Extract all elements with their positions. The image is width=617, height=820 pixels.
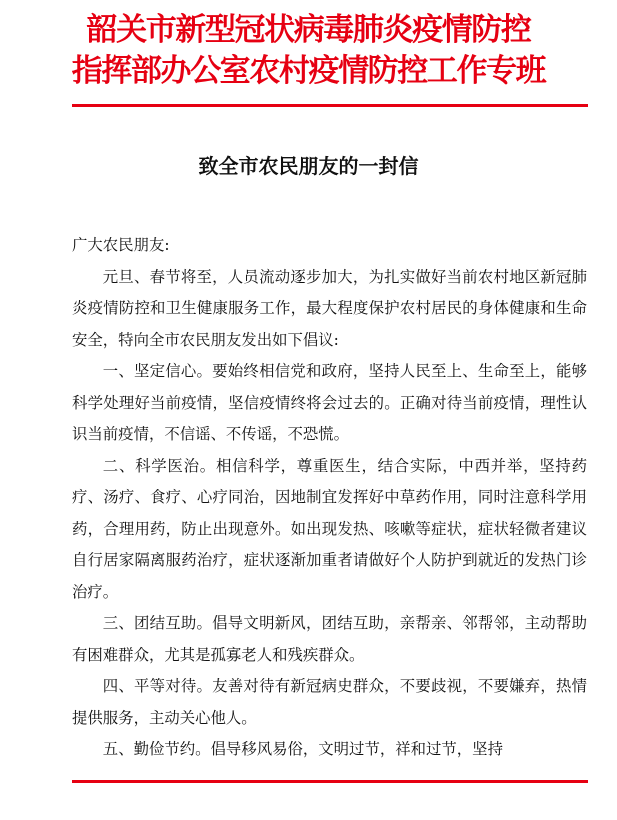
letter-body <box>72 230 587 766</box>
paragraph-frugality: 五、勤俭节约。倡导移风易俗，文明过节，祥和过节，坚持 <box>102 740 503 758</box>
letterhead <box>0 10 617 92</box>
letterhead-line-1: 韶关市新型冠状病毒肺炎疫情防控 <box>86 12 531 48</box>
paragraph-equal-treatment: 四、平等对待。友善对待有新冠病史群众，不要歧视，不要嫌弃，热情提供服务，主动关心他人。 <box>72 677 587 727</box>
letterhead-line-2: 指挥部办公室农村疫情防控工作专班 <box>71 53 546 89</box>
salutation: 广大农民朋友: <box>72 236 170 254</box>
paragraph-medical-treatment: 二、科学医治。相信科学，尊重医生，结合实际，中西并举，坚持药疗、汤疗、食疗、心疗同治，因地制宜发挥好中草药作用，同时注意科学用药，合理用药，防止出现意外。如出现发热、咳嗽等症状，症状轻微者建议自行居家隔离服药治疗，症状逐渐加重者请做好个人防护到就近的发热门诊治疗。 <box>72 456 587 601</box>
paragraph-intro: 元旦、春节将至，人员流动逐步加大，为扎实做好当前农村地区新冠肺炎疫情防控和卫生健康服务工作，最大程度保护农村居民的身体健康和生命安全，特向全市农民朋友发出如下倡议: <box>72 267 587 349</box>
document-title: 致全市农民朋友的一封信 <box>198 154 419 178</box>
paragraph-mutual-aid: 三、团结互助。倡导文明新风，团结互助，亲帮亲、邻帮邻，主动帮助有困难群众，尤其是孤寡老人和残疾群众。 <box>72 614 587 664</box>
paragraph-confidence: 一、坚定信心。要始终相信党和政府，坚持人民至上、生命至上，能够科学处理好当前疫情，坚信疫情终将会过去的。正确对待当前疫情，理性认识当前疫情，不信谣、不传谣，不恐慌。 <box>72 362 587 443</box>
letterhead-divider <box>72 104 588 107</box>
footer-divider <box>72 780 588 783</box>
